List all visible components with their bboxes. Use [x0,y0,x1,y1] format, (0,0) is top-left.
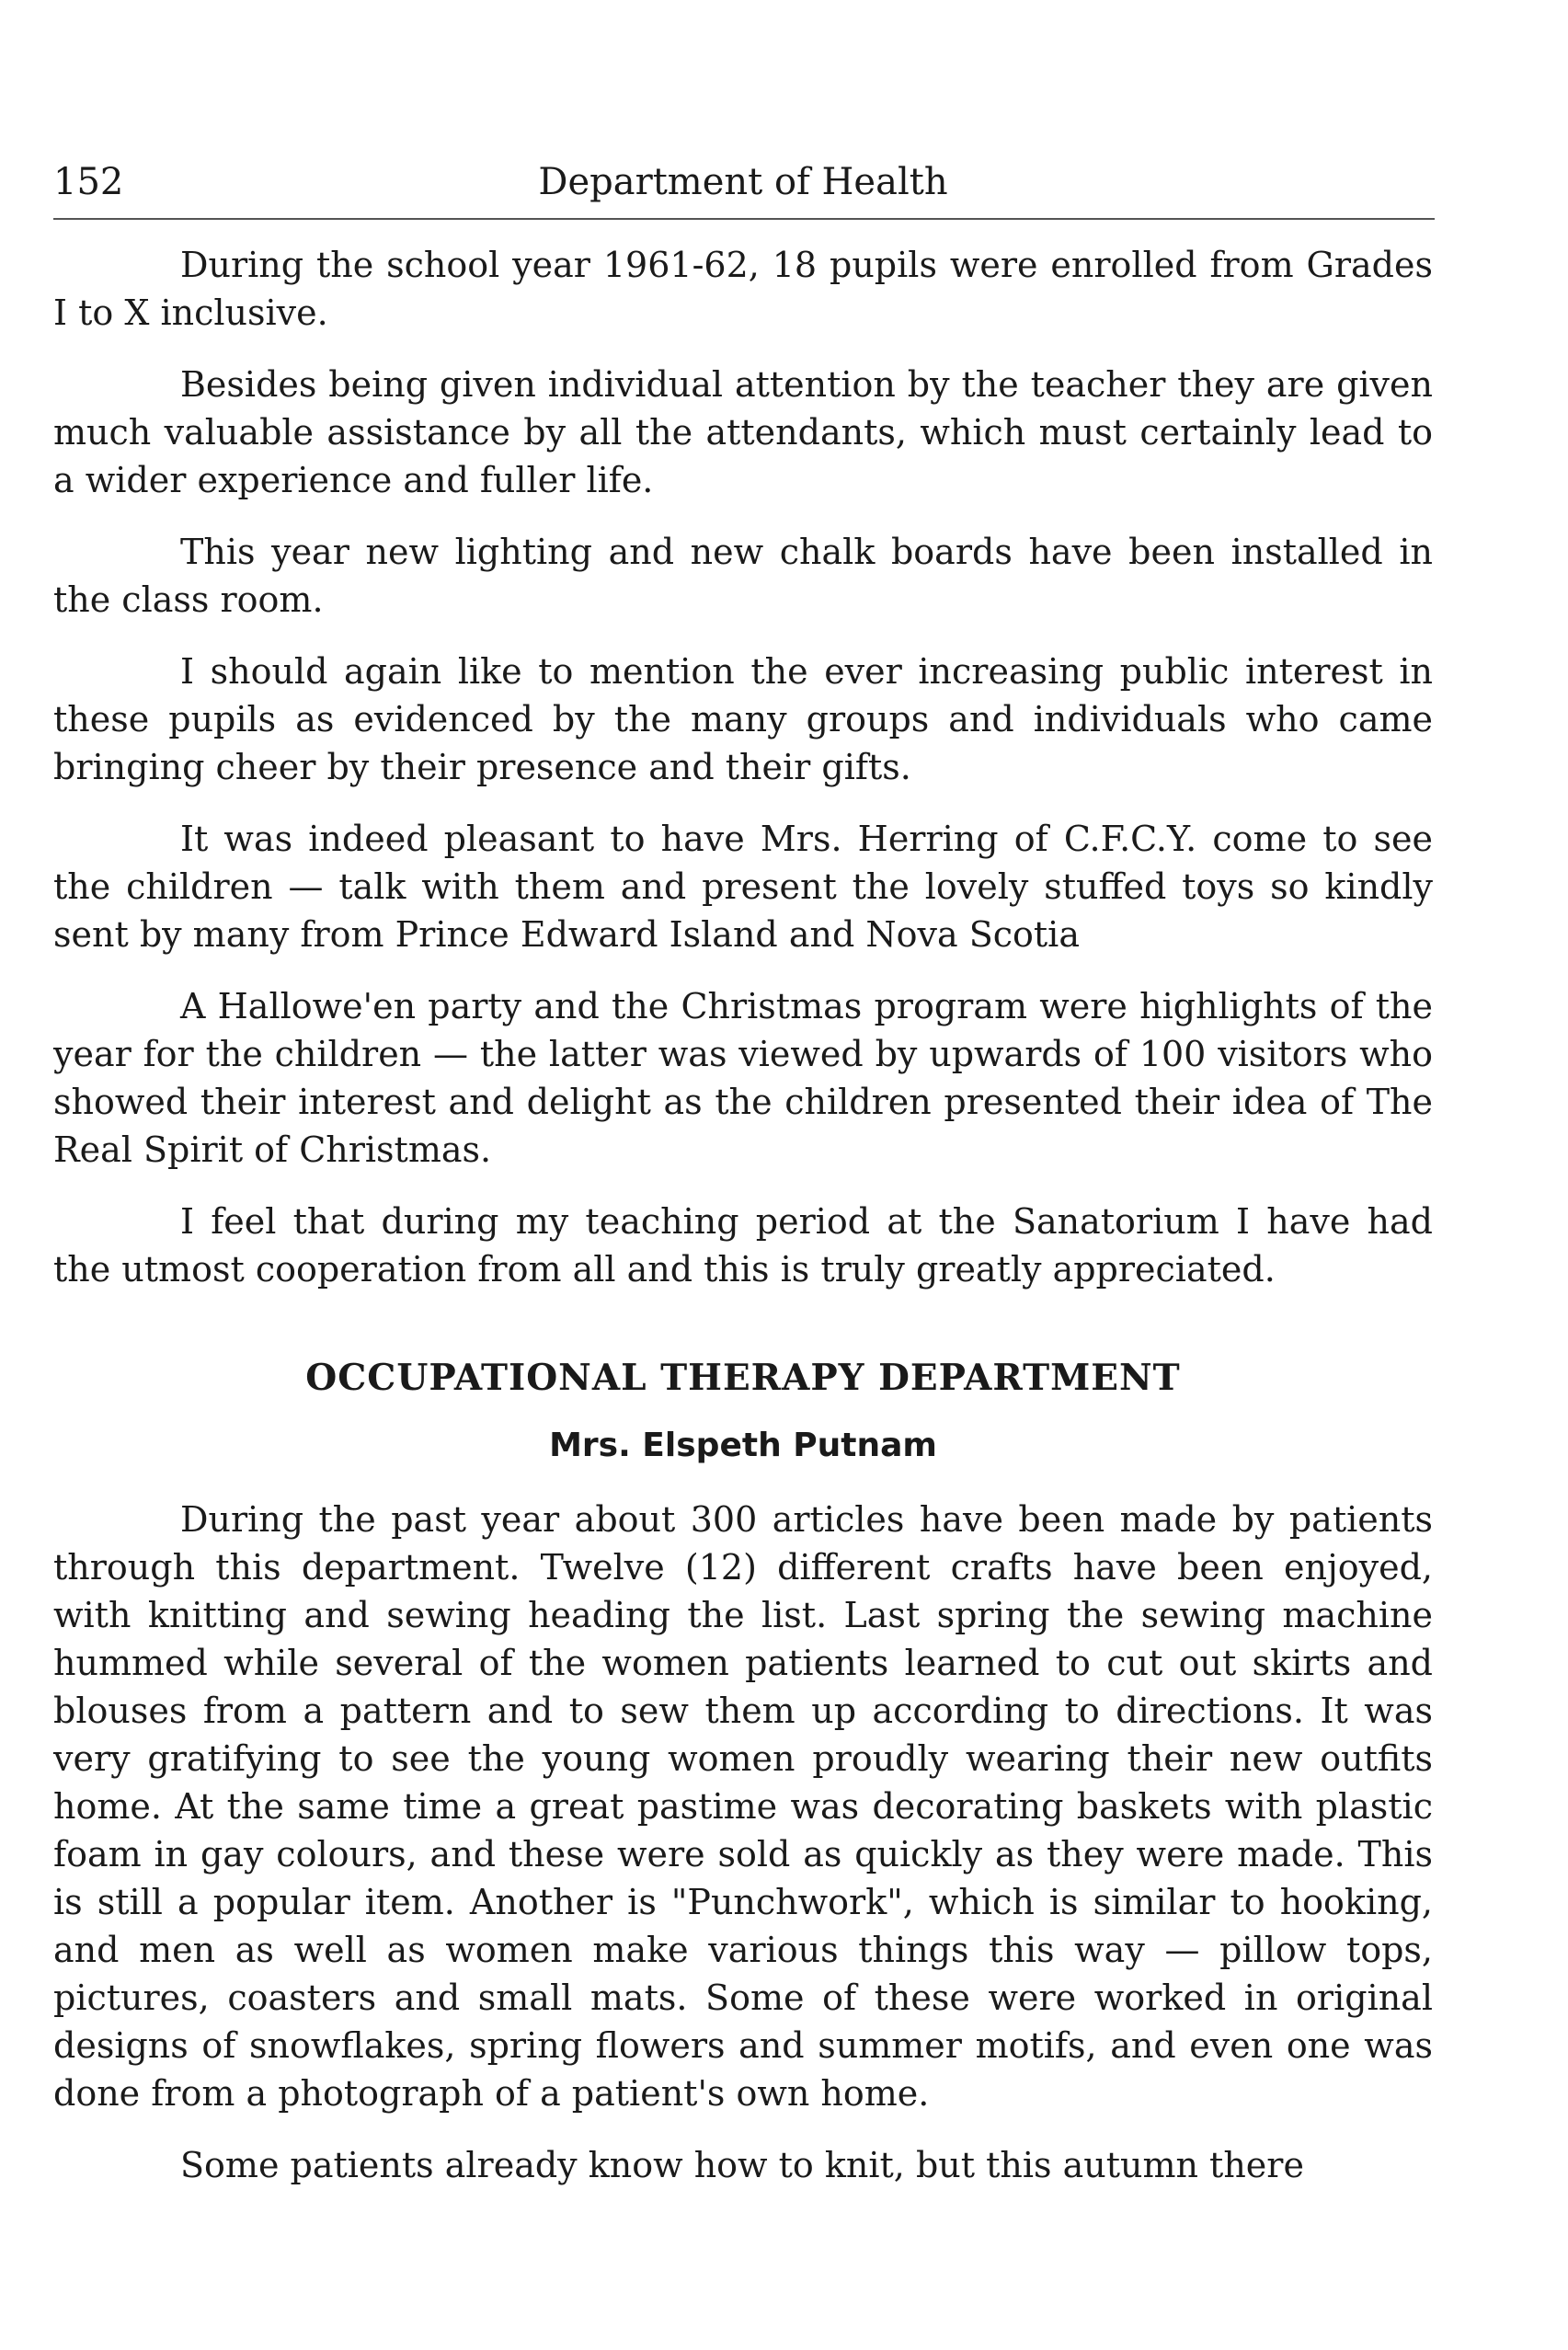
running-head: Department of Health [538,161,948,203]
paragraph: I should again like to mention the ever increasing public interest in these pupils as evidenced by the many groups and individuals who came bringing cheer by their presence and their gifts. [53,651,1433,787]
paragraph: A Hallowe'en party and the Christmas program were highlights of the year for the children — the latter was viewed by upwards of 100 visitors who showed their interest and delight as the children presented their idea of The Real Spirit of Christmas. [53,986,1433,1170]
paragraph: During the past year about 300 articles have been made by patients through this department. Twelve (12) different crafts have been enjoyed, with knitting and sewing heading the list. Last spring the sewing machine hummed while several of the women patients learned to cut out skirts and blouses from a pattern and to sew them up according to directions. It was very gratifying to see the young women proudly wearing their new outfits home. At the same time a great pastime was decorating baskets with plastic foam in gay colours, and these were sold as quickly as they were made. This is still a popular item. Another is "Punchwork", which is similar to hooking, and men as well as women make various things this way — pillow tops, pictures, coasters and small mats. Some of these were worked in original designs of snowflakes, spring flowers and summer motifs, and even one was done from a photograph of a patient's own home. [53,1499,1433,2114]
page-header [53,155,1433,210]
section-heading: OCCUPATIONAL THERAPY DEPARTMENT [305,1357,1181,1399]
paragraph: Besides being given individual attention by the teacher they are given much valuable assistance by all the attendants, which must certainly lead to a wider experience and fuller life. [53,364,1433,500]
section-author: Mrs. Elspeth Putnam [549,1427,937,1464]
paragraph: During the school year 1961-62, 18 pupils were enrolled from Grades I to X inclusive. [53,245,1433,333]
paragraph: This year new lighting and new chalk boards have been installed in the class room. [53,532,1433,620]
page-number: 152 [53,161,124,203]
header-rule [53,218,1435,220]
paragraph: It was indeed pleasant to have Mrs. Herring of C.F.C.Y. come to see the children — talk with them and present the lovely stuffed toys so kindly sent by many from Prince Edward Island and Nova Scotia [53,819,1433,955]
paragraph: I feel that during my teaching period at the Sanatorium I have had the utmost cooperation from all and this is truly greatly appreciated. [53,1201,1433,1290]
body-text [53,241,1433,2213]
paragraph: Some patients already know how to knit, but this autumn there [180,2145,1304,2185]
